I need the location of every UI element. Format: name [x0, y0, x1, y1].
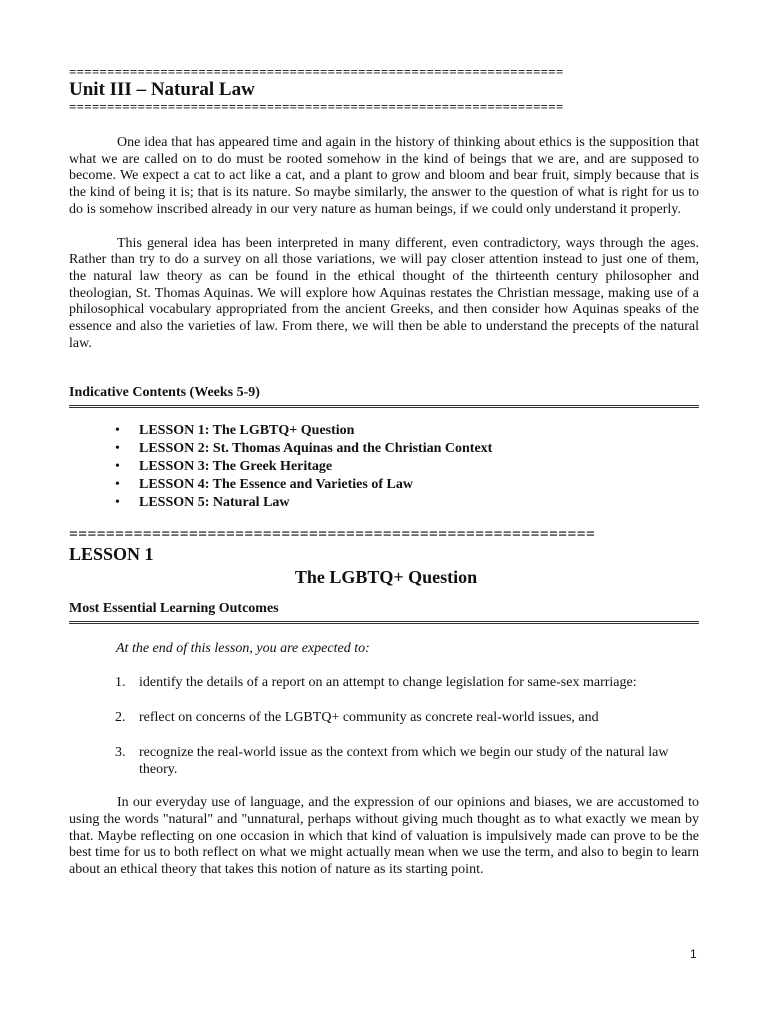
outcome-number: 3.	[115, 744, 126, 760]
lesson-label: LESSON 1	[69, 544, 154, 565]
list-item: • LESSON 3: The Greek Heritage	[115, 459, 333, 475]
list-item: • LESSON 1: The LGBTQ+ Question	[115, 423, 355, 439]
intro-paragraph-1: One idea that has appeared time and again in the history of thinking about ethics is the supposition that what we are called on to do must be rooted somehow in the kind of beings that we are, and are supposed to become. We expect a cat to act like a cat, and a plant to grow and bloom and bear fruit, simply because that is the kind of being it is; that is its nature. So maybe similarly, the answer to the question of what is right for us to do is somehow inscribed already in our very nature as human beings, if we could only understand it properly.	[69, 135, 699, 217]
outcomes-heading-rule	[69, 621, 699, 624]
contents-heading-rule	[69, 405, 699, 408]
outcomes-list	[69, 675, 699, 778]
list-item: 3. recognize the real-world issue as the context from which we begin our study of the natural law theory.	[115, 744, 669, 777]
list-item: 1. identify the details of a report on an attempt to change legislation for same-sex marriage:	[115, 675, 637, 691]
lesson-title: The LGBTQ+ Question	[294, 567, 478, 588]
list-item: 2. reflect on concerns of the LGBTQ+ community as concrete real-world issues, and	[115, 710, 599, 726]
bullet-icon: •	[115, 494, 120, 510]
intro-paragraph-2: This general idea has been interpreted in many different, even contradictory, ways through the ages. Rather than try to do a survey on all those variations, we will pay closer attention instead to just one of them, the natural law theory as can be found in the ethical thought of the thirteenth century philosopher and theologian, St. Thomas Aquinas. We will explore how Aquinas restates the Christian message, making use of a philosophical vocabulary appropriated from the ancient Greeks, and then consider how Aquinas speaks of the essence and also the varieties of law. From there, we will then be able to understand the precepts of the natural law.	[69, 235, 699, 351]
bullet-icon: •	[115, 459, 120, 475]
contents-list	[69, 422, 699, 511]
outcome-number: 1.	[115, 675, 126, 691]
outcomes-heading: Most Essential Learning Outcomes	[69, 601, 279, 617]
outcomes-intro: At the end of this lesson, you are expected to:	[116, 641, 370, 657]
unit-title: Unit III – Natural Law	[69, 79, 255, 100]
title-divider: =================================================================	[69, 101, 564, 113]
top-divider: =================================================================	[69, 66, 564, 78]
contents-heading: Indicative Contents (Weeks 5-9)	[69, 385, 260, 401]
list-item: • LESSON 4: The Essence and Varieties of Law	[115, 476, 413, 492]
bullet-icon: •	[115, 423, 120, 439]
list-item: • LESSON 2: St. Thomas Aquinas and the Christian Context	[115, 441, 493, 457]
lesson-divider: =========================================================	[69, 528, 596, 543]
outcome-number: 2.	[115, 710, 126, 726]
page-number: 1	[690, 947, 697, 961]
bullet-icon: •	[115, 476, 120, 492]
closing-paragraph: In our everyday use of language, and the expression of our opinions and biases, we are accustomed to using the words "natural" and "unnatural, perhaps without giving much thought as to what exactly we mean by that. Maybe reflecting on one occasion in which that kind of valuation is impulsively made can prove to be the best time for us to both reflect on what we might actually mean when we use the term, and also to begin to learn about an ethical theory that takes this notion of nature as its starting point.	[69, 795, 699, 878]
bullet-icon: •	[115, 441, 120, 457]
document-page	[69, 66, 699, 879]
list-item: • LESSON 5: Natural Law	[115, 494, 290, 510]
